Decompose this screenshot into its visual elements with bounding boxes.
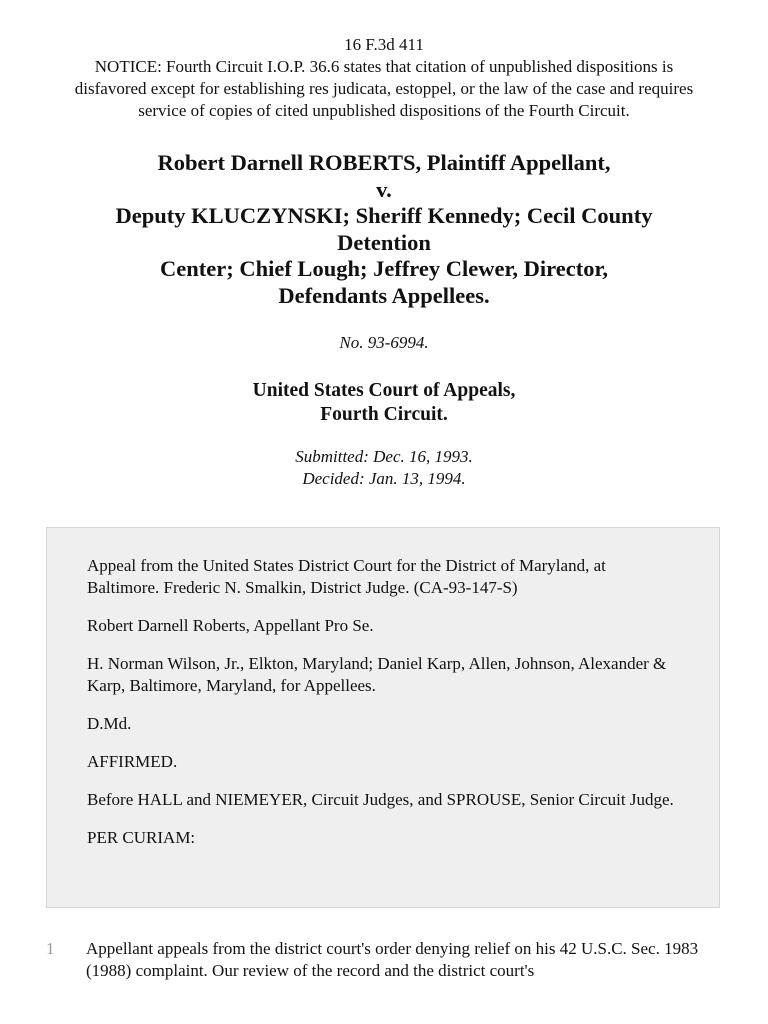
disposition: AFFIRMED.	[87, 752, 178, 771]
court-name-line: United States Court of Appeals,	[252, 380, 516, 401]
citation: 16 F.3d 411	[344, 35, 424, 54]
case-title-line: v.	[376, 176, 392, 202]
case-title	[0, 150, 768, 309]
appeal-from: Appeal from the United States District Court for the District of Maryland, at Baltimore. Frederic N. Smalkin, District Judge. (CA-93-147-S)	[87, 556, 606, 597]
unpublished-notice: NOTICE: Fourth Circuit I.O.P. 36.6 states that citation of unpublished dispositions is disfavored except for establishing res judicata, estoppel, or the law of the case and requires service of copies of cited unpublished dispositions of the Fourth Circuit.	[74, 57, 694, 120]
decided-date: Decided: Jan. 13, 1994.	[302, 469, 466, 488]
case-dates	[0, 446, 768, 490]
case-summary-box	[46, 527, 720, 908]
case-title-line: Defendants Appellees.	[278, 282, 490, 308]
appellee-counsel: H. Norman Wilson, Jr., Elkton, Maryland; Daniel Karp, Allen, Johnson, Alexander & Karp, Baltimore, Maryland, for Appellees.	[87, 654, 667, 695]
appellant-counsel: Robert Darnell Roberts, Appellant Pro Se.	[87, 616, 374, 635]
docket-number: No. 93-6994.	[339, 333, 429, 352]
paragraph-number: 1	[46, 939, 55, 958]
court-name-line: Fourth Circuit.	[320, 403, 448, 425]
per-curiam: PER CURIAM:	[87, 828, 196, 847]
paragraph-text: Appellant appeals from the district court's order denying relief on his 42 U.S.C. Sec. 1983 (1988) complaint. Our review of the record and the district court's	[86, 939, 699, 980]
submitted-date: Submitted: Dec. 16, 1993.	[295, 447, 473, 466]
district-code: D.Md.	[87, 714, 132, 733]
panel-judges: Before HALL and NIEMEYER, Circuit Judges, and SPROUSE, Senior Circuit Judge.	[87, 790, 674, 809]
court-name	[0, 379, 768, 426]
case-title-line: Robert Darnell ROBERTS, Plaintiff Appellant,	[157, 150, 611, 175]
document-header	[0, 0, 768, 122]
case-title-line: Center; Chief Lough; Jeffrey Clewer, Director,	[159, 256, 608, 281]
case-title-line: Deputy KLUCZYNSKI; Sheriff Kennedy; Cecil County	[115, 203, 653, 228]
case-title-line: Detention	[337, 229, 431, 255]
